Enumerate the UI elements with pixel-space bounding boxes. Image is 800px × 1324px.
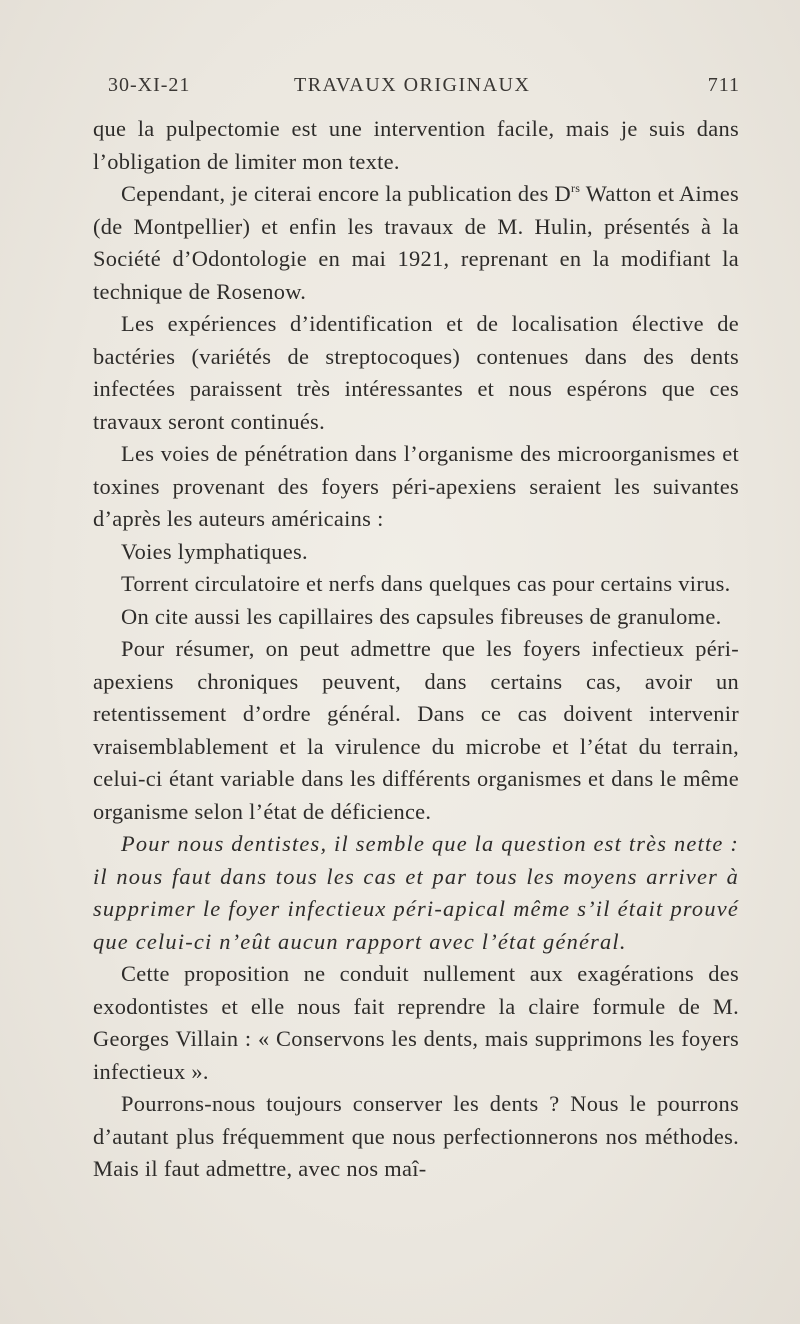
paragraph-continuation: que la pulpectomie est une intervention facile, mais je suis dans l’obligation de limiter mon texte. <box>93 116 739 174</box>
paragraph-circulatory: Torrent circulatoire et nerfs dans quelques cas pour certains virus. <box>121 571 731 596</box>
paragraph-capillaries: On cite aussi les capillaires des capsules fibreuses de granulome. <box>121 603 722 629</box>
body-text <box>93 113 739 1186</box>
header-date: 30-XI-21 <box>108 74 191 96</box>
paragraph-experiments: Les expériences d’identification et de localisation élective de bactéries (variétés de streptocoques) contenues dans des dents infectées paraissent très intéressantes et nous espérons que ces travaux seront continués. <box>93 311 739 434</box>
paragraph-proposition: Cette proposition ne conduit nullement aux exagérations des exodontistes et elle nous fait reprendre la claire formule de M. Georges Villain : « Conservons les dents, mais supprimons les foyers infectieux ». <box>93 961 739 1084</box>
paragraph-citations <box>93 178 739 308</box>
paragraph-lymphatic: Voies lymphatiques. <box>121 538 308 564</box>
paragraph-citations-end: Watton et Aimes (de Montpellier) et enfin les travaux de M. Hulin, présentés à la Société d’Odontologie en mai 1921, reprenant en la modifiant la technique de Rosenow. <box>93 181 739 304</box>
paragraph-pathways-intro: Les voies de pénétration dans l’organisme des microorganismes et toxines provenant des foyers péri-apexiens seraient les suivantes d’après les auteurs américains : <box>93 441 739 531</box>
paragraph-summary: Pour résumer, on peut admettre que les foyers infectieux péri-apexiens chroniques peuvent, dans certains cas, avoir un retentissement d’ordre général. Dans ce cas doivent intervenir vraisemblablement et la virulence du microbe et l’état du terrain, celui-ci étant variable dans les différents organismes et dans le même organisme selon l’état de déficience. <box>93 636 739 824</box>
paragraph-italic-conclusion: Pour nous dentistes, il semble que la question est très nette : il nous faut dans tous les cas et par tous les moyens arriver à supprimer le foyer infectieux péri-apical même s’il était prouvé que celui-ci n’eût aucun rapport avec l’état général. <box>93 831 739 954</box>
superscript-rs: rs <box>570 181 581 195</box>
page-number: 711 <box>707 74 740 96</box>
paragraph-question: Pourrons-nous toujours conserver les dents ? Nous le pourrons d’autant plus fréquemment que nous perfectionnerons nos méthodes. Mais il faut admettre, avec nos maî- <box>93 1091 739 1181</box>
paragraph-citations-start: Cependant, je citerai encore la publication des D <box>121 181 571 206</box>
header-section-title: TRAVAUX ORIGINAUX <box>294 74 531 96</box>
running-head <box>108 74 740 104</box>
